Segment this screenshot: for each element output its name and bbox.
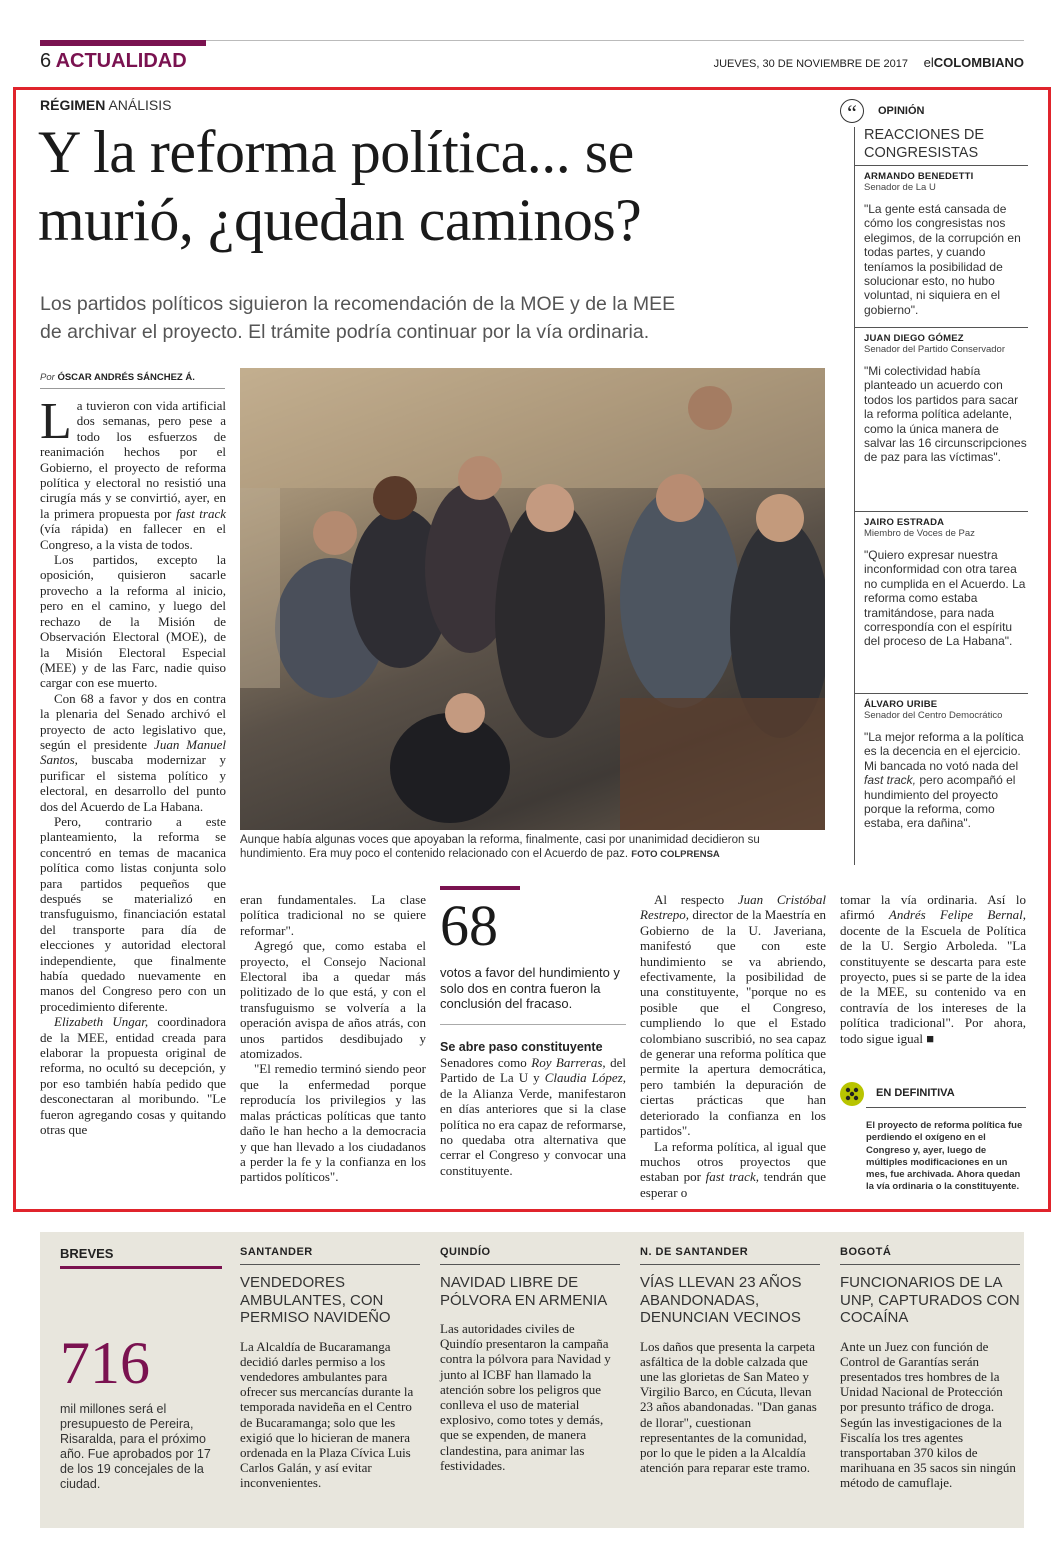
byline	[40, 372, 195, 383]
text: tendrán que esperar o	[640, 1169, 827, 1200]
paragraph: "El remedio terminó siendo peor que la enfermedad porque reproducía los privilegios y las malas prácticas políticas que tanto daño le han hecho a la democracia y que han llevado a los ciudadanos a perder la fe y la confianza en los partidos políticos".	[240, 1061, 426, 1185]
opinion-label: OPINIÓN	[878, 105, 925, 117]
section-header	[40, 50, 187, 73]
breves-number: 716	[60, 1330, 150, 1396]
opinion-title-line-2: CONGRESISTAS	[864, 144, 979, 161]
article-column-2	[240, 892, 426, 1185]
caption-text: Aunque había algunas voces que apoyaban la reforma, finalmente, casi por unanimidad decidieron su hundimiento. Era muy poco el contenido relacionado con el Acuerdo de paz.	[240, 834, 760, 861]
opinion-author: JAIRO ESTRADA	[864, 517, 945, 528]
opinion-entries	[854, 165, 1028, 862]
opinion-role: Senador del Partido Conservador	[864, 344, 1006, 355]
opinion-quote	[864, 730, 1028, 831]
breve-body: La Alcaldía de Bucaramanga decidió darles permiso a los vendedores ambulantes para ofrecer sus mercancías durante la temporada navideña en el Centro de Bucaramanga; solo que les exigió que lo hicieran de manera ordenada en la Plaza Cívica Luis Carlos Galán, y así evitar inconvenientes.	[240, 1338, 414, 1491]
breve-body: Ante un Juez con función de Control de Garantías serán presentados tres hombres de la Unidad Nacional de Protección por presunto tráfico de droga. Según las investigaciones de la Fiscalía los tres agentes transportaban 370 kilos de marihuana en 35 sacos sin ningún método de camuflaje.	[840, 1338, 1016, 1491]
paragraph: eran fundamentales. La clase política tradicional no se quiere reformar".	[240, 892, 426, 938]
byline-author: ÓSCAR ANDRÉS SÁNCHEZ Á.	[57, 372, 195, 383]
opinion-entry	[854, 328, 1028, 512]
headline-line-2: murió, ¿quedan caminos?	[38, 187, 642, 253]
breve-title: FUNCIONARIOS DE LA UNP, CAPTURADOS CON COCAÍNA	[840, 1274, 1020, 1326]
masthead-logo	[924, 55, 1024, 70]
opinion-author: JUAN DIEGO GÓMEZ	[864, 333, 964, 344]
breve-body: Los daños que presenta la carpeta asfáltica de la doble calzada que une las glorietas de San Mateo y Virgilio Barco, en Cúcuta, llevan 23 años abandonadas. "Dan ganas de llorar", cuestionan representantes de la comunidad, por lo que le piden a la Alcaldía atención para reparar este tramo.	[640, 1338, 817, 1476]
section-title: ACTUALIDAD	[55, 50, 187, 72]
text-italic: Juan Cristóbal Restrepo,	[640, 892, 826, 923]
paragraph	[840, 892, 1026, 1046]
paragraph	[40, 691, 226, 814]
text: Con 68 a favor y dos en contra la plenaria del Senado archivó el proyecto de acto legislativo que, según el presidente	[40, 690, 226, 752]
text: La reforma política, al igual que muchos otros proyectos que estaban por	[640, 1138, 826, 1185]
paragraph: Pero, contrario a este planteamiento, la reforma se concentró en temas de macanica política como listas conjunta solo para partidos pequeños que después se materializó en transfuguismo, financiación estatal del transporte para día de elecciones y autoridad electoral independiente, que finalmente había quedado nuevamente en manos del Congreso pero con un procedimiento diferente.	[40, 813, 226, 1014]
subhead: Se abre paso constituyente	[440, 1040, 603, 1054]
paragraph: Los partidos, excepto la oposición, quisieron sacarle provecho a la reforma al inicio, pero en el camino, y luego del rechazo de la Misión de Observación Electoral (MOE), de la Misión Electoral Especial (MEE) y de las Farc, nadie quiso cargar con ese muerto.	[40, 552, 226, 691]
quote-icon: “	[840, 99, 864, 123]
stat-text: votos a favor del hundimiento y solo dos en contra fueron la conclusión del fracaso.	[440, 965, 620, 1011]
text: Al respecto	[654, 892, 725, 907]
text-italic: Claudia López,	[544, 1070, 626, 1086]
breve-body: Las autoridades civiles de Quindío presentaron la campaña contra la pólvora para Navidad y junto al ICBF han llamado la atención sobre los peligros que conlleva el uso de material explosivo, como totes y demás, que se expenden, de manera clandestina, para animar las festividades.	[440, 1321, 611, 1473]
opinion-entry	[854, 165, 1028, 328]
end-mark: ■	[926, 1030, 935, 1046]
opinion-role: Miembro de Voces de Paz	[864, 528, 975, 539]
headline-line-1: Y la reforma política... se	[38, 119, 634, 185]
page-number: 6	[40, 50, 52, 72]
stat-number: 68	[440, 893, 498, 958]
stat-rule	[440, 1024, 626, 1025]
breve-title: VENDEDORES AMBULANTES, CON PERMISO NAVIDEÑO	[240, 1274, 391, 1326]
breve-item	[240, 1246, 420, 1491]
breve-rule	[440, 1264, 620, 1265]
section-accent-bar	[40, 40, 206, 46]
opinion-sidebar	[838, 97, 1028, 865]
text: director de la Maestría en Gobierno de la U. Javeriana, manifestó que con este hundimiento se va abriendo, efectivamente, la posibilidad de una constituyente, "porque no es posible que el Congreso, cumpliendo lo que el Estado colombiano suscribió, no sea capaz de generar una reforma política que permite la apertura democrática, pero también la depuración de ciertas prácticas que han deteriorado la confianza en los partidos".	[640, 907, 826, 1139]
opinion-entry	[854, 694, 1028, 862]
text-italic: fast track	[175, 505, 226, 521]
kicker-type: ANÁLISIS	[108, 97, 172, 113]
breve-rule	[840, 1264, 1020, 1265]
breve-item	[440, 1246, 620, 1473]
paragraph	[440, 1055, 626, 1178]
text: Senadores como	[440, 1055, 527, 1070]
headline	[38, 118, 828, 254]
breve-region: BOGOTÁ	[840, 1246, 892, 1258]
paragraph	[40, 1014, 226, 1137]
opinion-author: ARMANDO BENEDETTI	[864, 171, 974, 182]
opinion-title-line-1: REACCIONES DE	[864, 127, 985, 143]
opinion-title	[864, 127, 1028, 162]
article-column-3	[440, 1055, 626, 1178]
kicker	[40, 97, 172, 113]
opinion-quote: "Quiero expresar nuestra inconformidad con otra tarea no cumplida en el Acuerdo. La reforma como estaba tramitándose, para nada correspondía con el espíritu del proceso de La Habana".	[864, 548, 1026, 649]
deck-line-2: de archivar el proyecto. El trámite podría continuar por la vía ordinaria.	[40, 321, 650, 343]
paragraph	[640, 892, 826, 1139]
text-italic: fast track,	[864, 773, 917, 788]
definitiva-icon	[840, 1082, 864, 1106]
breve-region: N. DE SANTANDER	[640, 1246, 749, 1258]
breve-rule	[640, 1264, 820, 1265]
article-photo	[240, 368, 825, 830]
text-italic: Andrés Felipe Bernal,	[888, 907, 1027, 923]
deck	[40, 290, 830, 346]
definitiva-text: El proyecto de reforma política fue perdiendo el oxígeno en el Congreso y, ayer, luego de múltiples modificaciones en un mes, fue archivada. Ahora quedan la vía ordinaria o la constituyente.	[866, 1120, 1023, 1193]
breve-item	[840, 1246, 1020, 1491]
photo-placeholder	[240, 368, 825, 830]
breve-region: SANTANDER	[240, 1246, 313, 1258]
opinion-author: ÁLVARO URIBE	[864, 699, 938, 710]
paragraph	[640, 1139, 826, 1201]
masthead-name: COLOMBIANO	[933, 55, 1024, 70]
text: buscaba modernizar y purificar el sistema político y electoral, en desarrollo del punto dos del Acuerdo de La Habana.	[40, 752, 227, 814]
paragraph	[40, 393, 226, 552]
breves-label: BREVES	[60, 1246, 114, 1261]
photo-caption	[240, 833, 825, 863]
breve-title: NAVIDAD LIBRE DE PÓLVORA EN ARMENIA	[440, 1274, 608, 1309]
breve-item	[640, 1246, 820, 1475]
text: de la Alianza Verde, manifestaron en días anteriores que si la clase política no era capaz de reformarse, no quedaba otra alternativa que cerrar el Congreso y convocar una constituyente.	[440, 1085, 626, 1178]
breves-section	[40, 1232, 1024, 1528]
text-italic: fast track,	[705, 1169, 759, 1185]
text: coordinadora de la MEE, entidad creada para elaborar la propuesta original de reforma, no ocultó su decepción, y por eso también había pedido que desconectaran al moribundo. "Le fueron agregando cosas y quitando otras que	[40, 1014, 226, 1138]
article-column-5	[840, 892, 1026, 1046]
issue-date: JUEVES, 30 DE NOVIEMBRE DE 2017	[713, 58, 908, 70]
caption-credit: FOTO COLPRENSA	[631, 849, 720, 861]
text: del Partido de La U y	[440, 1055, 626, 1086]
text: (vía rápida) en fallecer en el Congreso, a la vista de todos.	[40, 521, 226, 552]
drop-cap: L	[40, 393, 72, 450]
opinion-quote: "Mi colectividad había planteado un acuerdo con todos los partidos para sacar la reforma política adelante, como la única manera de salvar las 16 circunscripciones de paz para las víctimas".	[864, 364, 1027, 465]
definitiva-label: EN DEFINITIVA	[876, 1087, 955, 1099]
article-column-1	[40, 393, 227, 1138]
breves-number-text: mil millones será el presupuesto de Pereira, Risaralda, para el próximo año. Fue aprobados por 17 de los 19 concejales de la ciudad.	[60, 1402, 211, 1491]
breve-title: VÍAS LLEVAN 23 AÑOS ABANDONADAS, DENUNCIAN VECINOS	[640, 1274, 802, 1326]
breves-accent-bar	[60, 1266, 222, 1269]
byline-rule	[40, 388, 225, 389]
stat-accent-bar	[440, 886, 520, 890]
opinion-quote: "La gente está cansada de cómo los congresistas nos elegimos, de la corrupción en todas partes, y cuando teníamos la posibilidad de solucionar esto, no hubo voluntad, ni siquiera en el gobierno".	[864, 202, 1021, 317]
opinion-role: Senador de La U	[864, 182, 936, 193]
kicker-section: RÉGIMEN	[40, 97, 106, 113]
text: a tuvieron con vida artificial dos semanas, pero pese a todo los esfuerzos de reanimación hechos por el Gobierno, el proyecto de reforma política y electoral no resistió una cirugía más y se convirtió, ayer, en la primera propuesta por	[40, 398, 226, 521]
text-italic: Elizabeth Ungar,	[54, 1014, 149, 1030]
breve-region: QUINDÍO	[440, 1246, 491, 1258]
definitiva-rule	[866, 1107, 1026, 1108]
text: pero acompañó el hundimiento del proyecto porque la reforma, como estaba, era dañina".	[864, 773, 1016, 831]
deck-line-1: Los partidos políticos siguieron la recomendación de la MOE y de la MEE	[40, 293, 676, 315]
breve-rule	[240, 1264, 420, 1265]
opinion-entry	[854, 512, 1028, 694]
text-italic: Juan Manuel Santos,	[40, 736, 226, 768]
text: docente de la Escuela de Política de la U. Sergio Arboleda. "La constituyente se descarta para este proyecto, pues si se parte de la idea de la MEE, su contenido va en contravía de los intereses de la política tradicional". Por ahora, todo sigue igual	[840, 922, 1026, 1046]
opinion-role: Senador del Centro Democrático	[864, 710, 1003, 721]
byline-prefix: Por	[40, 372, 55, 383]
article-column-4	[640, 892, 826, 1200]
text-italic: Roy Barreras,	[531, 1055, 606, 1070]
text: "La mejor reforma a la política es la decencia en el ejercicio. Mi bancada no votó nada del	[864, 730, 1024, 773]
masthead-prefix: el	[923, 55, 934, 70]
paragraph: Agregó que, como estaba el proyecto, el Consejo Nacional Electoral iba a quedar más politizado de lo que está, y con el transfuguismo se volvería a la operación avispa de años atrás, con unos partidos desdibujado y atomizados.	[240, 938, 426, 1062]
checklist-icon	[840, 1082, 864, 1106]
text: tomar la vía ordinaria. Así lo afirmó	[840, 892, 1026, 923]
